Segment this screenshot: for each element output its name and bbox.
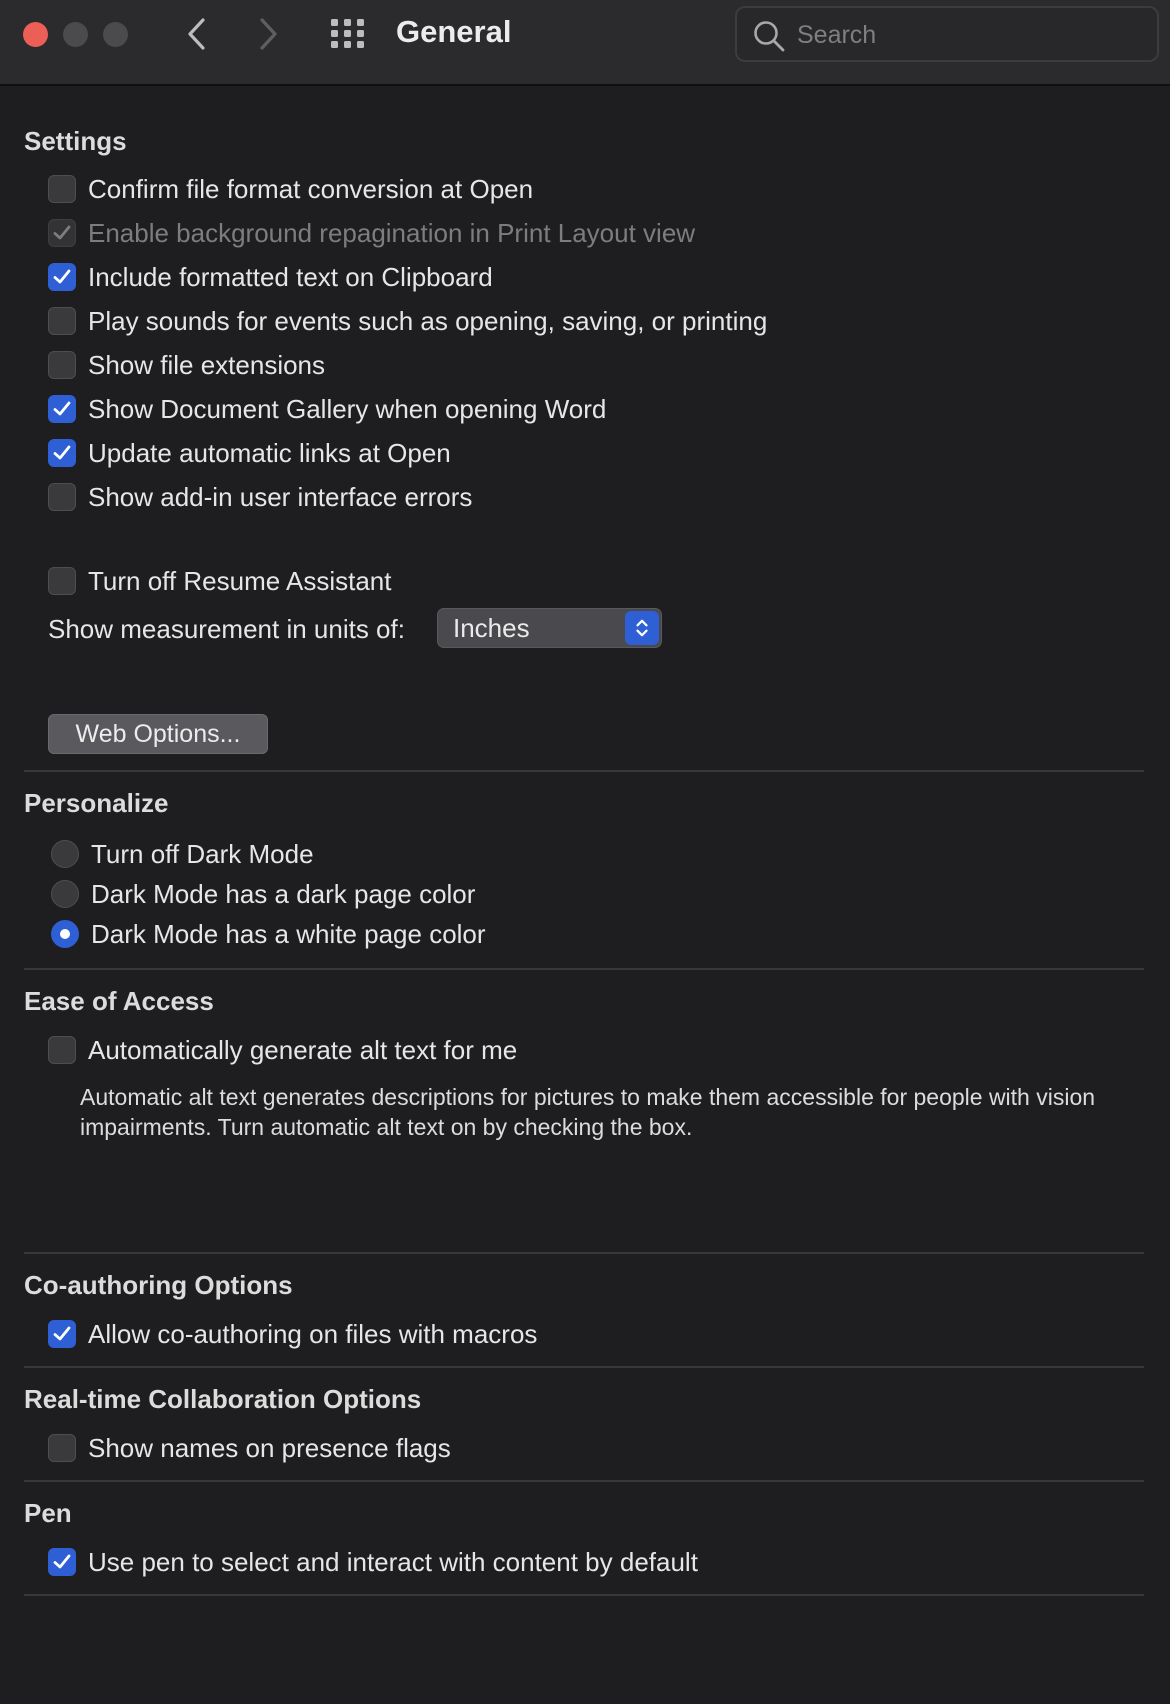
divider [24,968,1144,970]
checkbox-row-file-extensions[interactable] [48,347,325,383]
divider [24,770,1144,772]
checkbox[interactable] [48,307,76,335]
section-title-ease-of-access: Ease of Access [24,986,214,1016]
checkbox[interactable] [48,1434,76,1462]
checkbox-row-alt-text[interactable] [48,1032,517,1068]
section-title-pen: Pen [24,1498,72,1528]
checkbox[interactable] [48,351,76,379]
checkbox-label: Show add-in user interface errors [88,481,473,512]
checkmark-icon [52,399,72,419]
checkbox[interactable] [48,395,76,423]
checkbox-label: Update automatic links at Open [88,437,451,468]
radio-row-white-page-color[interactable] [51,916,486,952]
checkmark-icon [52,267,72,287]
checkmark-icon [52,223,72,243]
checkbox[interactable] [48,175,76,203]
chevron-left-icon [177,14,217,54]
checkmark-icon [52,443,72,463]
checkbox-label: Play sounds for events such as opening, saving, or printing [88,305,768,336]
checkbox-label: Automatically generate alt text for me [88,1034,518,1065]
checkbox-label: Show Document Gallery when opening Word [88,393,607,424]
grid-icon [329,17,367,51]
checkbox-label: Use pen to select and interact with content by default [88,1546,698,1577]
checkbox [48,219,76,247]
checkmark-icon [52,1324,72,1344]
checkmark-icon [52,1552,72,1572]
checkbox-row-pen-select[interactable] [48,1544,698,1580]
checkbox-row-play-sounds[interactable] [48,303,767,339]
radio-label: Dark Mode has a dark page color [91,878,476,909]
checkbox-row-presence-flags[interactable] [48,1430,451,1466]
up-down-chevron-icon [625,611,659,645]
checkbox-row-formatted-clipboard[interactable] [48,259,493,295]
checkbox-row-confirm-conversion[interactable] [48,171,533,207]
section-title-coauthoring: Co-authoring Options [24,1270,293,1300]
checkbox-label: Enable background repagination in Print Layout view [88,217,696,248]
section-title-settings: Settings [24,126,127,156]
checkbox-label: Allow co-authoring on files with macros [88,1318,538,1349]
checkbox-row-background-repagination [48,215,695,251]
show-all-button[interactable] [329,17,367,51]
checkbox-row-update-links[interactable] [48,435,451,471]
radio-button[interactable] [51,880,79,908]
forward-button[interactable] [248,14,288,54]
search-input[interactable] [797,16,1137,54]
checkbox-label: Include formatted text on Clipboard [88,261,493,292]
checkbox-label: Show file extensions [88,349,326,380]
window-title: General [396,14,512,49]
measurement-value: Inches [453,613,530,643]
web-options-button[interactable]: Web Options... [48,714,268,754]
checkbox[interactable] [48,439,76,467]
search-icon [752,19,786,53]
chevron-right-icon [248,14,288,54]
radio-label: Dark Mode has a white page color [91,918,486,949]
title-bar [0,0,1170,86]
radio-row-dark-page-color[interactable] [51,876,475,912]
section-title-realtime-collaboration: Real-time Collaboration Options [24,1384,422,1414]
checkbox-row-document-gallery[interactable] [48,391,606,427]
checkbox[interactable] [48,483,76,511]
divider [24,1366,1144,1368]
radio-row-turn-off-dark-mode[interactable] [51,836,314,872]
checkbox[interactable] [48,1036,76,1064]
measurement-label: Show measurement in units of: [48,614,405,644]
radio-button[interactable] [51,920,79,948]
search-field[interactable] [735,6,1159,62]
checkbox-row-resume-assistant[interactable] [48,563,391,599]
divider [24,1252,1144,1254]
checkbox[interactable] [48,1320,76,1348]
radio-label: Turn off Dark Mode [91,838,314,869]
back-button[interactable] [177,14,217,54]
alt-text-description: Automatic alt text generates descriptions for pictures to make them accessible for people with vision impairments. Turn automatic alt text on by checking the box. [80,1084,1096,1140]
checkbox-row-addin-errors[interactable] [48,479,472,515]
close-dot-icon[interactable] [23,22,48,47]
section-title-personalize: Personalize [24,788,169,818]
checkbox[interactable] [48,263,76,291]
checkbox-label: Turn off Resume Assistant [88,565,392,596]
maximize-dot-icon[interactable] [103,22,128,47]
radio-button[interactable] [51,840,79,868]
checkbox-label: Confirm file format conversion at Open [88,173,534,204]
divider [24,1480,1144,1482]
checkbox-label: Show names on presence flags [88,1432,451,1463]
checkbox-row-coauthoring-macros[interactable] [48,1316,537,1352]
divider [24,1594,1144,1596]
minimize-dot-icon[interactable] [63,22,88,47]
checkbox[interactable] [48,567,76,595]
measurement-select[interactable] [437,608,662,648]
checkbox[interactable] [48,1548,76,1576]
